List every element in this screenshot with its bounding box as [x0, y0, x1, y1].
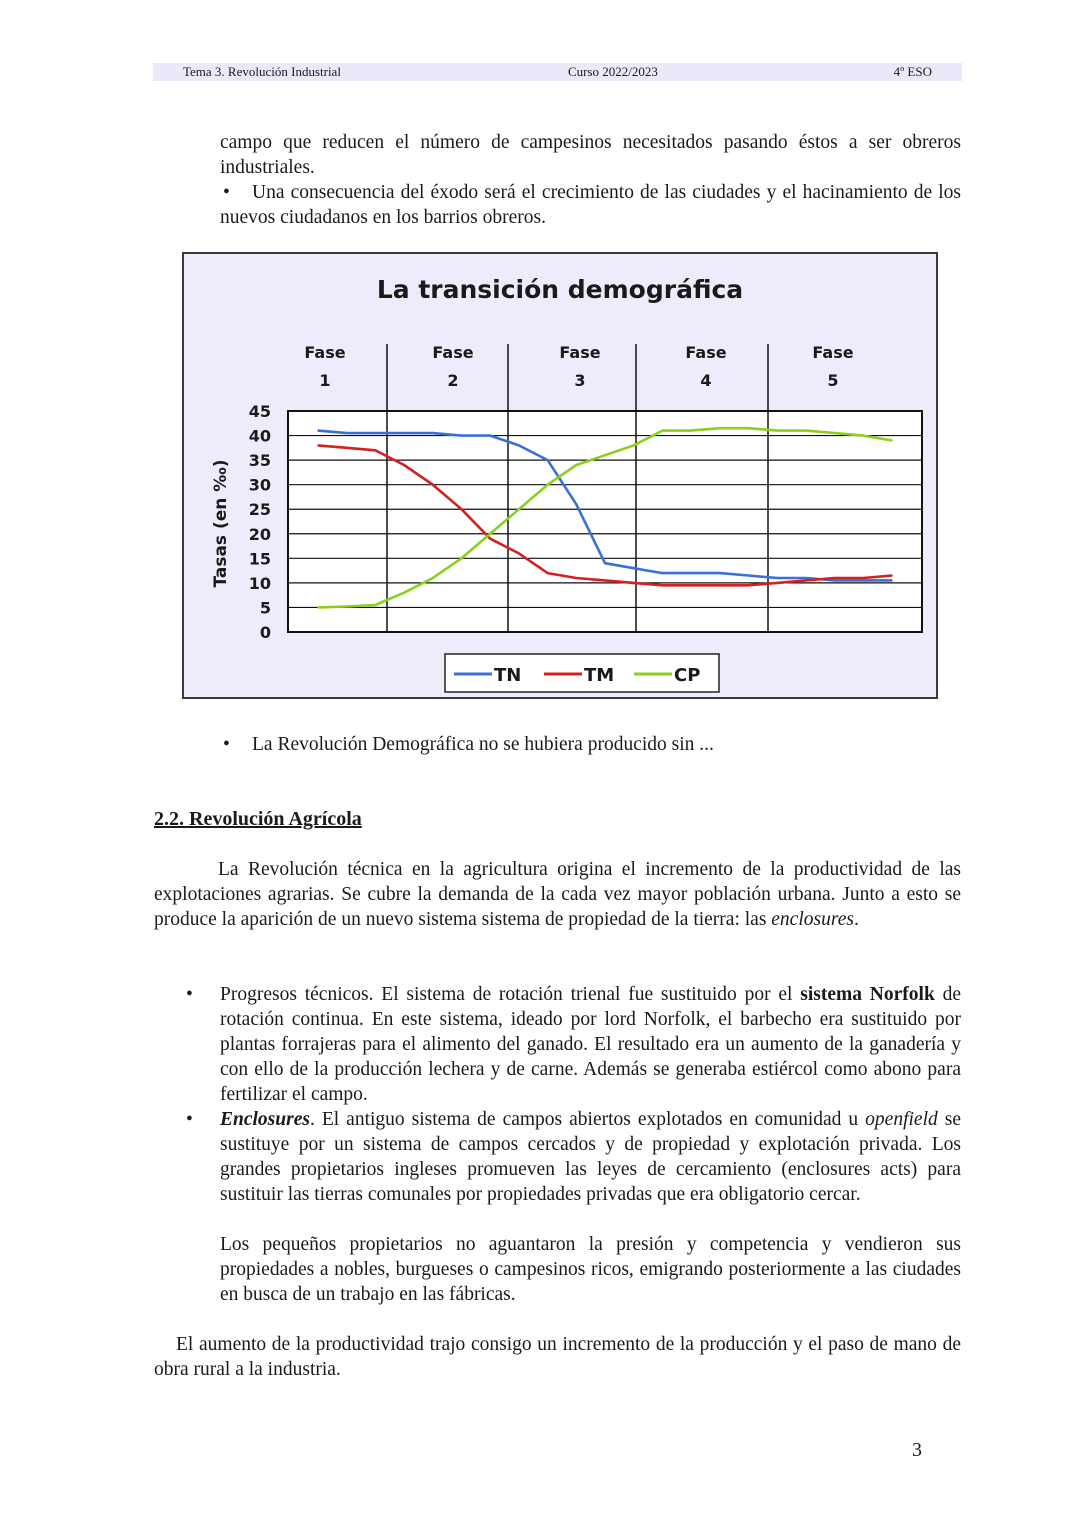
data-point-tn	[748, 575, 750, 577]
data-point-tm	[805, 580, 807, 582]
data-point-tm	[576, 577, 578, 579]
data-point-cp	[633, 445, 635, 447]
data-point-tn	[317, 430, 319, 432]
data-point-cp	[547, 484, 549, 486]
chart-canvas	[184, 254, 936, 697]
y-tick-label: 35	[248, 451, 271, 471]
data-point-cp	[748, 427, 750, 429]
data-point-tn	[518, 445, 520, 447]
y-tick-label: 10	[248, 573, 271, 593]
bullet-norfolk: Progresos técnicos. El sistema de rotación trienal fue sustituido por el sistema Norfolk de rotación continua. En este sistema, ideado por lord Norfolk, el barbecho era sustituido por plantas forrajeras para el alimento del ganado. El resultado era un aumento de la ganadería y con ello de la producción lechera y de carne. Además se generaba estiércol como abono para fertilizar el campo.	[220, 984, 962, 1105]
data-point-tn	[776, 577, 778, 579]
data-point-tn	[346, 432, 348, 434]
y-tick-label: 20	[248, 524, 271, 544]
bullet-icon: •	[223, 734, 230, 755]
data-point-tn	[432, 432, 434, 434]
data-point-tn	[604, 562, 606, 564]
data-point-cp	[776, 430, 778, 432]
data-point-tn	[805, 577, 807, 579]
legend-label-tn: TN	[494, 665, 522, 686]
data-point-tm	[834, 577, 836, 579]
data-point-tm	[346, 447, 348, 449]
data-point-cp	[576, 464, 578, 466]
data-point-tn	[403, 432, 405, 434]
phase-number: 3	[574, 371, 586, 390]
legend-label-cp: CP	[674, 665, 701, 686]
intro-paragraph: campo que reducen el número de campesinos necesitados pasando éstos a ser obreros industriales.	[220, 132, 961, 178]
data-point-tn	[891, 580, 893, 582]
data-point-cp	[863, 435, 865, 437]
data-point-cp	[604, 454, 606, 456]
data-point-tm	[662, 585, 664, 587]
data-point-tm	[547, 572, 549, 574]
data-point-cp	[690, 430, 692, 432]
data-point-tn	[576, 504, 578, 506]
header-course: Curso 2022/2023	[568, 64, 658, 79]
y-tick-label: 5	[259, 598, 271, 618]
phase-label: Fase	[432, 343, 474, 362]
y-axis-label: Tasas (en ‰)	[211, 459, 231, 588]
intro-bullet: Una consecuencia del éxodo será el crecimiento de las ciudades y el hacinamiento de los nuevos ciudadanos en los barrios obreros.	[220, 182, 961, 228]
data-point-cp	[662, 430, 664, 432]
data-point-cp	[461, 558, 463, 560]
data-point-cp	[403, 592, 405, 594]
bullet-enclosures: Enclosures. El antiguo sistema de campos abiertos explotados en comunidad u openfield se sustituye por un sistema de campos cercados y de propiedad y explotación privada. Los grandes propietarios ingleses promueven las leyes de cercamiento (enclosures acts) para sustituir las tierras comunales por propiedades privadas que era obligatorio cercar.	[220, 1109, 961, 1205]
phase-number: 1	[319, 371, 331, 390]
data-point-tm	[317, 445, 319, 447]
bullet-icon: •	[223, 182, 230, 203]
bullet-enclosures-continued: Los pequeños propietarios no aguantaron la presión y competencia y vendieron sus propiedades a nobles, burgueses o campesinos ricos, emigrando posteriormente a las ciudades en busca de un trabajo en las fábricas.	[220, 1234, 961, 1305]
phase-label: Fase	[559, 343, 601, 362]
data-point-tm	[891, 575, 893, 577]
data-point-tm	[690, 585, 692, 587]
data-point-tm	[432, 484, 434, 486]
closing-paragraph: El aumento de la productividad trajo consigo un incremento de la producción y el paso de mano de obra rural a la industria.	[154, 1334, 961, 1380]
data-point-cp	[805, 430, 807, 432]
data-point-tm	[719, 585, 721, 587]
legend-label-tm: TM	[584, 665, 615, 686]
bullet-icon: •	[186, 984, 193, 1005]
y-tick-label: 0	[259, 623, 271, 642]
phase-label: Fase	[685, 343, 727, 362]
phase-number: 5	[827, 371, 839, 390]
header-level: 4º ESO	[893, 64, 932, 79]
data-point-tn	[375, 432, 377, 434]
data-point-cp	[375, 604, 377, 606]
data-point-cp	[891, 440, 893, 442]
data-point-cp	[489, 533, 491, 535]
phase-number: 4	[700, 371, 712, 390]
data-point-tm	[863, 577, 865, 579]
plot-area	[288, 411, 922, 632]
data-point-tm	[489, 538, 491, 540]
data-point-tm	[461, 508, 463, 510]
data-point-tm	[403, 464, 405, 466]
data-point-tm	[776, 582, 778, 584]
data-point-cp	[518, 508, 520, 510]
data-point-tm	[748, 585, 750, 587]
phase-label: Fase	[304, 343, 346, 362]
data-point-tn	[662, 572, 664, 574]
data-point-tn	[547, 459, 549, 461]
data-point-tn	[633, 567, 635, 569]
data-point-tn	[489, 435, 491, 437]
y-tick-label: 40	[248, 426, 271, 446]
revolution-bullet: La Revolución Demográfica no se hubiera producido sin ...	[252, 734, 714, 755]
data-point-tn	[863, 580, 865, 582]
data-point-tm	[633, 582, 635, 584]
data-point-tm	[518, 553, 520, 555]
section-paragraph: La Revolución técnica en la agricultura origina el incremento de la productividad de las explotaciones agrarias. Se cubre la demanda de la cada vez mayor población urbana. Junto a esto se produce la aparición de un nuevo sistema sistema de propiedad de la tierra: las enclosures.	[154, 859, 961, 930]
phase-label: Fase	[812, 343, 854, 362]
data-point-cp	[432, 577, 434, 579]
phase-number: 2	[447, 371, 459, 390]
data-point-tn	[834, 580, 836, 582]
bullet-icon: •	[186, 1109, 193, 1130]
section-title: 2.2. Revolución Agrícola	[154, 808, 362, 830]
page-number: 3	[912, 1439, 922, 1461]
page-header	[153, 63, 962, 81]
data-point-cp	[317, 607, 319, 609]
data-point-tn	[719, 572, 721, 574]
data-point-tm	[604, 580, 606, 582]
data-point-cp	[834, 432, 836, 434]
data-point-tm	[375, 449, 377, 451]
header-topic: Tema 3. Revolución Industrial	[183, 64, 341, 79]
y-tick-label: 25	[248, 500, 271, 520]
y-tick-label: 30	[248, 475, 271, 495]
data-point-cp	[719, 427, 721, 429]
chart-title: La transición demográfica	[376, 275, 744, 304]
data-point-cp	[346, 606, 348, 608]
data-point-tn	[690, 572, 692, 574]
y-tick-label: 15	[248, 549, 271, 569]
y-tick-label: 45	[248, 402, 271, 421]
demographic-transition-chart	[182, 252, 938, 699]
data-point-tn	[461, 435, 463, 437]
